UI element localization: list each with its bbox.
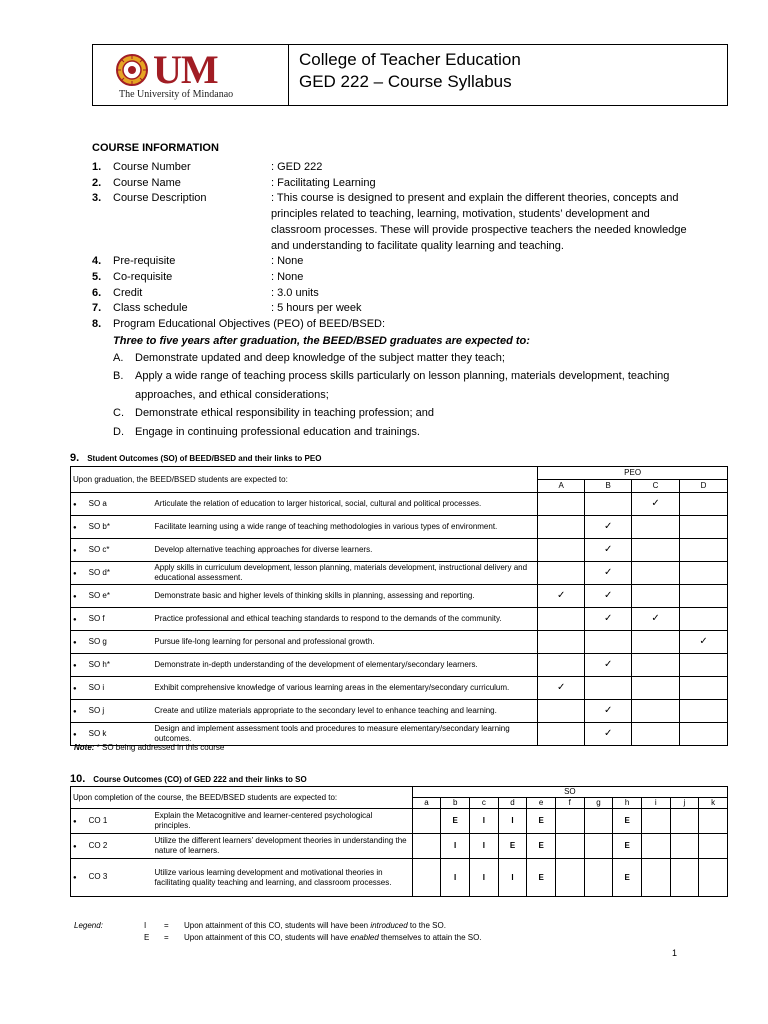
logo-wordmark: UM xyxy=(153,47,218,92)
item-number: 1. xyxy=(92,161,102,173)
bullet-icon: ● xyxy=(73,731,77,738)
outcome-code: SO c* xyxy=(88,544,110,554)
outcome-code-cell xyxy=(71,516,153,539)
item-label: Course Number xyxy=(113,161,191,173)
outcome-code: SO d* xyxy=(88,567,110,577)
outcome-description: Demonstrate in-depth understanding of the development of elementary/secondary learners. xyxy=(152,654,537,677)
link-mark xyxy=(584,809,613,834)
item-value: : None xyxy=(271,255,304,268)
outcome-code-cell xyxy=(71,585,153,608)
link-mark xyxy=(585,493,632,516)
item-number: 5. xyxy=(92,270,102,283)
link-mark: E xyxy=(613,859,642,897)
link-mark xyxy=(538,723,585,746)
table-row xyxy=(71,677,728,700)
outcome-description: Exhibit comprehensive knowledge of various learning areas in the elementary/secondary curriculum. xyxy=(152,677,537,700)
so-peo-table xyxy=(70,466,728,746)
outcome-code: SO h* xyxy=(88,659,110,669)
link-mark: ✓ xyxy=(538,677,585,700)
link-mark xyxy=(680,539,728,562)
legend-code: I xyxy=(144,921,147,930)
peo-letter: C. xyxy=(113,407,124,420)
outcome-code-cell xyxy=(71,700,153,723)
link-mark xyxy=(584,834,613,859)
item-label: Credit xyxy=(113,286,143,299)
outcome-code: SO i xyxy=(88,682,105,692)
link-mark xyxy=(632,562,680,585)
link-mark xyxy=(538,654,585,677)
outcome-description: Demonstrate basic and higher levels of thinking skills in planning, assessing and reporting. xyxy=(152,585,537,608)
link-mark xyxy=(680,700,728,723)
section-title-text: Student Outcomes (SO) of BEED/BSED and their links to PEO xyxy=(87,454,322,463)
outcome-code-cell xyxy=(71,859,153,897)
course-info-row xyxy=(92,254,692,270)
table-row xyxy=(71,608,728,631)
table-row xyxy=(71,585,728,608)
link-mark xyxy=(680,608,728,631)
link-mark: ✓ xyxy=(585,654,632,677)
outcome-code-cell xyxy=(71,631,153,654)
outcome-description: Create and utilize materials appropriate to the secondary level to enhance teaching and learning. xyxy=(152,700,537,723)
bullet-icon: ● xyxy=(73,843,77,850)
link-mark xyxy=(670,834,699,859)
header-titles xyxy=(289,45,521,105)
outcome-code: SO a xyxy=(88,498,107,508)
link-mark xyxy=(699,859,728,897)
table-row xyxy=(71,493,728,516)
peo-item xyxy=(92,367,692,404)
link-mark xyxy=(680,493,728,516)
link-mark xyxy=(584,859,613,897)
link-mark: I xyxy=(498,859,527,897)
item-value: : This course is designed to present and explain the different theories, concepts and principles related to teaching, learning, motivation, students’ development and classroom processes. These will provide prospective teachers the needed knowledge and understanding to facilitate quality learning and teaching. xyxy=(271,192,687,252)
table-row xyxy=(71,539,728,562)
outcome-code-cell xyxy=(71,608,153,631)
item-label: Co-requisite xyxy=(113,270,173,283)
bullet-icon: ● xyxy=(73,685,77,692)
so-group-header: SO xyxy=(412,787,727,798)
legend-equals: = xyxy=(164,933,169,942)
outcome-code-cell xyxy=(71,834,153,859)
bullet-icon: ● xyxy=(73,524,77,531)
outcome-code: SO j xyxy=(88,705,105,715)
outcome-code: SO g xyxy=(88,636,107,646)
peo-group-header: PEO xyxy=(538,467,728,480)
link-mark xyxy=(632,585,680,608)
link-mark xyxy=(680,585,728,608)
column-header: B xyxy=(585,480,632,493)
note-label: Note: xyxy=(74,743,95,752)
link-mark xyxy=(538,700,585,723)
outcome-description: Pursue life-long learning for personal and professional growth. xyxy=(152,631,537,654)
link-mark xyxy=(555,809,584,834)
peo-item xyxy=(92,349,692,368)
link-mark: ✓ xyxy=(585,516,632,539)
link-mark xyxy=(632,700,680,723)
syllabus-title: GED 222 – Course Syllabus xyxy=(299,72,512,91)
outcome-description: Apply skills in curriculum development, lesson planning, materials development, instructional delivery and educational assessment. xyxy=(152,562,537,585)
column-header: d xyxy=(498,798,527,809)
outcome-description: Explain the Metacognitive and learner-centered psychological principles. xyxy=(152,809,412,834)
column-header: a xyxy=(412,798,441,809)
item-label: Course Description xyxy=(113,192,207,205)
column-header: h xyxy=(613,798,642,809)
link-mark: ✓ xyxy=(585,585,632,608)
course-info-row xyxy=(92,191,692,254)
link-mark xyxy=(412,859,441,897)
outcome-description: Articulate the relation of education to larger historical, social, cultural and political processes. xyxy=(152,493,537,516)
link-mark xyxy=(641,859,670,897)
bullet-icon: ● xyxy=(73,662,77,669)
outcome-description: Facilitate learning using a wide range of teaching methodologies in various types of environment. xyxy=(152,516,537,539)
column-header: e xyxy=(527,798,556,809)
column-header: c xyxy=(470,798,499,809)
column-header: D xyxy=(680,480,728,493)
link-mark xyxy=(585,677,632,700)
link-mark: I xyxy=(441,859,470,897)
column-header: C xyxy=(632,480,680,493)
link-mark: ✓ xyxy=(585,700,632,723)
bullet-icon: ● xyxy=(73,616,77,623)
outcome-description: Practice professional and ethical teaching standards to respond to the demands of the community. xyxy=(152,608,537,631)
link-mark: ✓ xyxy=(585,539,632,562)
outcome-code: SO b* xyxy=(88,521,110,531)
link-mark xyxy=(680,654,728,677)
legend xyxy=(74,920,482,944)
item-number: 4. xyxy=(92,255,102,268)
link-mark: I xyxy=(470,834,499,859)
so-table-header: Upon graduation, the BEED/BSED students are expected to: xyxy=(71,467,538,493)
link-mark xyxy=(585,631,632,654)
section-number: 9. xyxy=(70,452,80,464)
legend-label: Legend: xyxy=(74,921,103,930)
link-mark: I xyxy=(470,809,499,834)
so-section-title xyxy=(70,452,321,464)
link-mark xyxy=(632,516,680,539)
table-row xyxy=(71,700,728,723)
link-mark: E xyxy=(498,834,527,859)
peo-text: Apply a wide range of teaching process skills particularly on lesson planning, materials development, teaching approaches, and ethical considerations; xyxy=(135,370,670,401)
university-seal-icon xyxy=(115,53,149,87)
course-information-heading: COURSE INFORMATION xyxy=(92,142,219,154)
table-row xyxy=(71,631,728,654)
outcome-code-cell xyxy=(71,677,153,700)
table-row xyxy=(71,834,728,859)
link-mark: ✓ xyxy=(680,631,728,654)
link-mark: I xyxy=(441,834,470,859)
link-mark: ✓ xyxy=(585,562,632,585)
peo-item xyxy=(92,423,692,442)
link-mark xyxy=(641,809,670,834)
link-mark: ✓ xyxy=(632,608,680,631)
outcome-code-cell xyxy=(71,539,153,562)
item-value: : GED 222 xyxy=(271,161,323,173)
link-mark xyxy=(632,654,680,677)
link-mark xyxy=(632,677,680,700)
section-title-text: Course Outcomes (CO) of GED 222 and their links to SO xyxy=(93,775,307,784)
outcome-code-cell xyxy=(71,562,153,585)
peo-intro: Three to five years after graduation, the BEED/BSED graduates are expected to: xyxy=(113,334,530,347)
item-value: : None xyxy=(271,270,304,283)
co-table-header: Upon completion of the course, the BEED/BSED students are expected to: xyxy=(71,787,413,809)
column-header: j xyxy=(670,798,699,809)
item-value: : Facilitating Learning xyxy=(271,176,376,189)
peo-letter: A. xyxy=(113,351,124,364)
link-mark: I xyxy=(498,809,527,834)
link-mark: E xyxy=(527,834,556,859)
peo-label: Program Educational Objectives (PEO) of BEED/BSED: xyxy=(113,318,386,331)
link-mark xyxy=(670,859,699,897)
section-number: 10. xyxy=(70,773,86,785)
outcome-code-cell xyxy=(71,493,153,516)
logo-subtext: The University of Mindanao xyxy=(119,89,234,100)
link-mark xyxy=(632,539,680,562)
link-mark: ✓ xyxy=(585,723,632,746)
peo-text: Demonstrate updated and deep knowledge of the subject matter they teach; xyxy=(135,351,505,364)
outcome-code: SO f xyxy=(88,613,105,623)
outcome-code-cell xyxy=(71,809,153,834)
link-mark: E xyxy=(527,809,556,834)
bullet-icon: ● xyxy=(73,547,77,554)
outcome-description: Utilize various learning development and motivational theories in facilitating quality teaching and learning, and classroom processes. xyxy=(152,859,412,897)
link-mark xyxy=(699,809,728,834)
co-section-title xyxy=(70,773,307,785)
link-mark xyxy=(632,723,680,746)
peo-item xyxy=(92,404,692,423)
link-mark xyxy=(680,562,728,585)
legend-code: E xyxy=(144,933,150,942)
outcome-description: Develop alternative teaching approaches for diverse learners. xyxy=(152,539,537,562)
link-mark: E xyxy=(441,809,470,834)
legend-text: Upon attainment of this CO, students will have been introduced to the SO. xyxy=(184,921,446,930)
course-info-row xyxy=(92,176,692,192)
column-header: b xyxy=(441,798,470,809)
document-header xyxy=(92,44,728,106)
bullet-icon: ● xyxy=(73,818,77,825)
link-mark: E xyxy=(527,859,556,897)
table-row xyxy=(71,809,728,834)
link-mark xyxy=(641,834,670,859)
link-mark xyxy=(555,859,584,897)
table-row xyxy=(71,562,728,585)
outcome-code: SO k xyxy=(88,728,107,738)
link-mark: ✓ xyxy=(632,493,680,516)
column-header: i xyxy=(641,798,670,809)
outcome-description: Utilize the different learners’ development theories in understanding the nature of learners. xyxy=(152,834,412,859)
item-number: 3. xyxy=(92,192,102,205)
link-mark xyxy=(699,834,728,859)
item-label: Course Name xyxy=(113,176,181,189)
note-text: * SO being addressed in this course xyxy=(94,743,225,752)
link-mark xyxy=(670,809,699,834)
outcome-code: CO 3 xyxy=(88,872,108,881)
legend-equals: = xyxy=(164,921,169,930)
bullet-icon: ● xyxy=(73,875,77,881)
course-info-row xyxy=(92,301,692,317)
link-mark: I xyxy=(470,859,499,897)
co-so-table xyxy=(70,786,728,897)
link-mark xyxy=(632,631,680,654)
bullet-icon: ● xyxy=(73,501,77,508)
item-number: 8. xyxy=(92,318,102,331)
legend-row xyxy=(74,932,482,944)
link-mark xyxy=(538,562,585,585)
bullet-icon: ● xyxy=(73,570,77,577)
column-header: k xyxy=(699,798,728,809)
item-number: 2. xyxy=(92,176,102,189)
link-mark xyxy=(538,516,585,539)
bullet-icon: ● xyxy=(73,639,77,646)
column-header: g xyxy=(584,798,613,809)
link-mark xyxy=(538,631,585,654)
link-mark xyxy=(412,809,441,834)
link-mark xyxy=(680,677,728,700)
course-info-row xyxy=(92,270,692,286)
item-value: : 3.0 units xyxy=(271,286,319,299)
course-info-row xyxy=(92,160,692,176)
bullet-icon: ● xyxy=(73,708,77,715)
item-number: 6. xyxy=(92,286,102,299)
peo-heading-row xyxy=(92,317,692,333)
column-header: f xyxy=(555,798,584,809)
so-note xyxy=(74,743,224,752)
course-info-row xyxy=(92,286,692,302)
item-label: Class schedule xyxy=(113,302,188,315)
outcome-code: SO e* xyxy=(88,590,110,600)
course-information xyxy=(92,142,692,441)
legend-row xyxy=(74,920,482,932)
table-row xyxy=(71,859,728,897)
legend-text: Upon attainment of this CO, students will have enabled themselves to attain the SO. xyxy=(184,933,482,942)
outcome-code: CO 1 xyxy=(88,815,108,825)
link-mark: ✓ xyxy=(585,608,632,631)
outcome-description: Design and implement assessment tools and procedures to measure elementary/secondary learning outcomes. xyxy=(152,723,537,746)
link-mark xyxy=(538,539,585,562)
peo-text: Engage in continuing professional education and trainings. xyxy=(135,425,420,438)
college-title: College of Teacher Education xyxy=(299,50,521,69)
outcome-code: CO 2 xyxy=(88,840,108,850)
university-logo xyxy=(93,45,289,105)
link-mark xyxy=(538,608,585,631)
link-mark xyxy=(555,834,584,859)
table-row xyxy=(71,516,728,539)
column-header: A xyxy=(538,480,585,493)
link-mark xyxy=(680,516,728,539)
outcome-code-cell xyxy=(71,654,153,677)
peo-letter: B. xyxy=(113,370,124,383)
peo-text: Demonstrate ethical responsibility in teaching profession; and xyxy=(135,407,434,420)
item-label: Pre-requisite xyxy=(113,255,176,268)
link-mark: ✓ xyxy=(538,585,585,608)
link-mark xyxy=(538,493,585,516)
peo-letter: D. xyxy=(113,425,124,438)
bullet-icon: ● xyxy=(73,593,77,600)
item-number: 7. xyxy=(92,302,102,315)
table-row xyxy=(71,654,728,677)
page-number: 1 xyxy=(672,948,678,958)
item-value: : 5 hours per week xyxy=(271,302,362,315)
link-mark: E xyxy=(613,834,642,859)
link-mark xyxy=(412,834,441,859)
link-mark: E xyxy=(613,809,642,834)
link-mark xyxy=(680,723,728,746)
